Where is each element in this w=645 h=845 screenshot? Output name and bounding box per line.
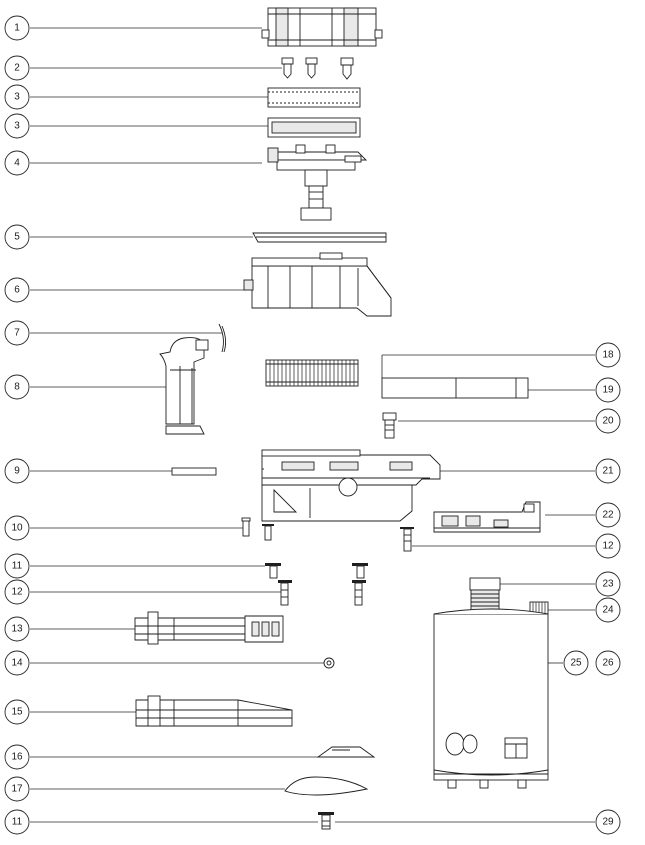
- part-thermocouple-wire: [219, 324, 226, 352]
- part-curved-shield: [285, 777, 367, 795]
- callout-19[interactable]: [596, 378, 620, 402]
- callout-label: 3: [14, 120, 20, 132]
- part-tank-jacket: [434, 609, 548, 788]
- callout-label: 26: [602, 657, 614, 669]
- part-flat-baffle-plate: [253, 233, 386, 242]
- part-gasket-upper: [268, 88, 360, 107]
- part-manifold-tube-assembly: [136, 696, 292, 726]
- callout-12-b[interactable]: [596, 534, 620, 558]
- callout-label: 17: [11, 783, 23, 795]
- callout-label: 8: [14, 381, 20, 393]
- callout-label: 4: [14, 157, 20, 169]
- part-short-bolt-b: [352, 563, 368, 578]
- callout-label: 16: [11, 751, 23, 763]
- callout-label: 11: [11, 560, 23, 572]
- callout-25[interactable]: [564, 651, 588, 675]
- callout-label: 12: [602, 540, 614, 552]
- callout-11-b[interactable]: [5, 810, 29, 834]
- part-insulation-strip: [382, 378, 528, 398]
- callout-label: 12: [11, 586, 23, 598]
- callout-label: 15: [11, 706, 23, 718]
- part-long-bolt-b: [352, 580, 366, 605]
- callout-label: 5: [14, 231, 20, 243]
- part-flame-arrestor-plate: [318, 747, 374, 757]
- part-gas-valve-assembly: [268, 145, 366, 220]
- callout-label: 2: [14, 62, 20, 74]
- callout-label: 19: [602, 384, 614, 396]
- callout-15[interactable]: [5, 700, 29, 724]
- callout-11-a[interactable]: [5, 554, 29, 578]
- part-o-ring-washer: [324, 658, 334, 668]
- callout-label: 25: [570, 657, 582, 669]
- callout-label: 7: [14, 327, 20, 339]
- callout-10[interactable]: [5, 516, 29, 540]
- part-long-bolt-a: [278, 580, 292, 605]
- callout-1[interactable]: [5, 16, 29, 40]
- callout-label: 13: [11, 623, 23, 635]
- callout-label: 6: [14, 284, 20, 296]
- callout-label: 1: [14, 22, 20, 34]
- callout-22[interactable]: [596, 503, 620, 527]
- callout-label: 11: [11, 816, 23, 828]
- callout-21[interactable]: [596, 459, 620, 483]
- callout-18[interactable]: [596, 343, 620, 367]
- callout-3-lower[interactable]: [5, 114, 29, 138]
- callout-20[interactable]: [596, 409, 620, 433]
- callout-label: 23: [602, 578, 614, 590]
- callout-label: 24: [602, 604, 614, 616]
- callout-13[interactable]: [5, 617, 29, 641]
- callout-23[interactable]: [596, 572, 620, 596]
- callout-8[interactable]: [5, 375, 29, 399]
- callout-9[interactable]: [5, 459, 29, 483]
- callout-label: 29: [602, 816, 614, 828]
- part-burner-manifold-housing: [262, 8, 382, 46]
- callout-7[interactable]: [5, 321, 29, 345]
- callout-14[interactable]: [5, 651, 29, 675]
- part-short-bolt-a: [265, 563, 281, 578]
- callout-label: 10: [11, 522, 23, 534]
- callout-label: 14: [11, 657, 23, 669]
- part-stud-bolt: [383, 413, 396, 438]
- callout-5[interactable]: [5, 225, 29, 249]
- callout-12-a[interactable]: [5, 580, 29, 604]
- part-finned-heat-exchanger: [266, 360, 358, 386]
- callout-label: 22: [602, 509, 614, 521]
- callout-16[interactable]: [5, 745, 29, 769]
- part-burner-tube-assembly: [135, 612, 283, 644]
- callout-17[interactable]: [5, 777, 29, 801]
- callout-label: 20: [602, 415, 614, 427]
- part-drain-valve-screw: [318, 812, 334, 829]
- part-long-bolt-right: [400, 527, 414, 551]
- part-side-bracket-panel: [434, 502, 540, 532]
- callout-label: 21: [602, 465, 614, 477]
- callout-label: 3: [14, 91, 20, 103]
- part-screw-set: [282, 58, 353, 79]
- callout-29[interactable]: [596, 810, 620, 834]
- part-base-pan-assembly: [262, 450, 440, 521]
- callout-6[interactable]: [5, 278, 29, 302]
- part-gasket-lower: [268, 118, 360, 137]
- callout-4[interactable]: [5, 151, 29, 175]
- part-small-bar-bracket: [172, 468, 216, 475]
- callout-24[interactable]: [596, 598, 620, 622]
- callout-2[interactable]: [5, 56, 29, 80]
- part-air-intake-duct: [160, 338, 208, 434]
- callout-26[interactable]: [596, 651, 620, 675]
- part-combustion-chamber-top: [244, 253, 391, 316]
- callout-3-upper[interactable]: [5, 85, 29, 109]
- callout-label: 9: [14, 465, 20, 477]
- callout-label: 18: [602, 349, 614, 361]
